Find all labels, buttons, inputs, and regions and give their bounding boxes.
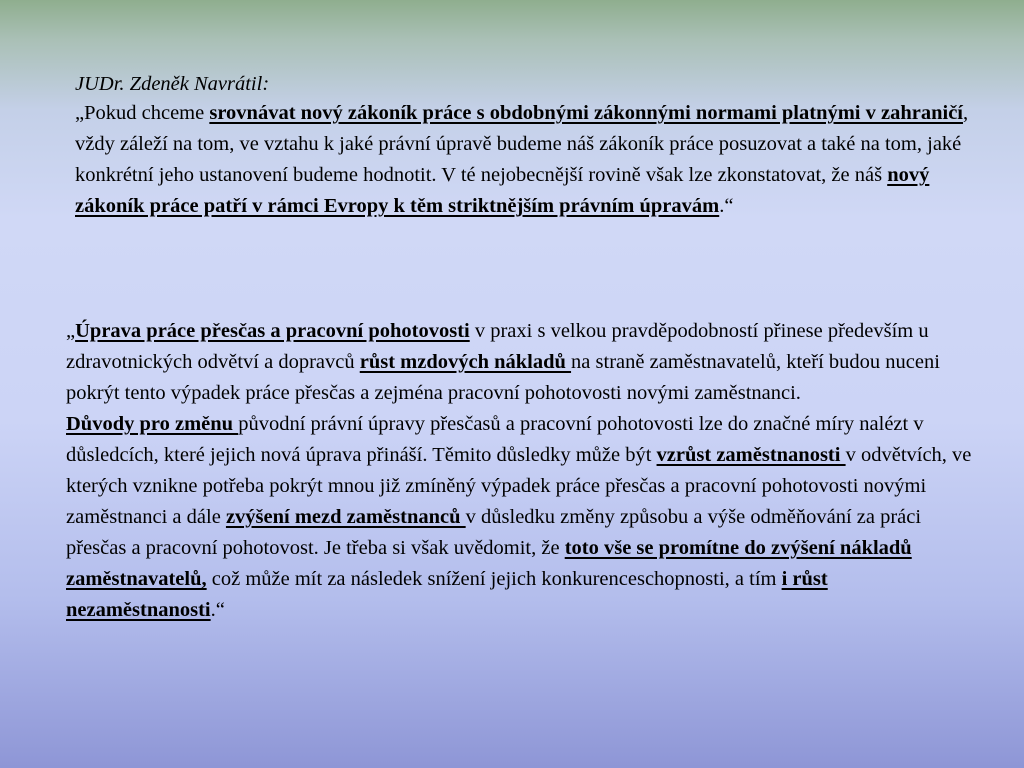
text-run: , vždy záleží na tom, ve vztahu k jaké právní úpravě budeme náš zákoník práce posuzovat a také na tom, jaké konkrétní jeho ustanovení budeme hodnotit. V té nejobecnější rovině však lze zkonstatovat, že náš xyxy=(75,102,969,186)
text-run: v praxi s velkou pravděpodobností přinese především u zdravotnických odvětví a dopravců xyxy=(66,320,929,373)
quote-navratil-text xyxy=(75,98,980,222)
text-run: v důsledku změny způsobu a výše odměňování za práci přesčas a pracovní pohotovost. Je třeba si však uvědomit, že xyxy=(66,506,922,559)
emphasized-phrase: zvýšení mezd zaměstnanců xyxy=(225,506,466,528)
text-run: „ xyxy=(66,320,76,342)
quote-overtime-text xyxy=(66,316,981,626)
text-run: .“ xyxy=(719,195,734,217)
text-run: původní právní úpravy přesčasů a pracovní pohotovosti lze do značné míry nalézt v důsledcích, které jejich nová úprava přináší. Těmito důsledky může být xyxy=(66,413,924,466)
text-run: v odvětvích, ve kterých vznikne potřeba pokrýt mnou již zmíněný výpadek práce přesčas a pracovní pohotovosti novými zaměstnanci a dále xyxy=(66,444,972,528)
emphasized-phrase: růst mzdových nákladů xyxy=(359,351,572,373)
quote-navratil xyxy=(75,70,980,222)
emphasized-phrase: vzrůst zaměstnanosti xyxy=(656,444,846,466)
emphasized-phrase: srovnávat nový zákoník práce s obdobnými zákonnými normami platnými v zahraničí xyxy=(209,102,963,124)
emphasized-phrase: nový zákoník práce patří v rámci Evropy k těm striktnějším právním úpravám xyxy=(75,164,930,217)
emphasized-phrase: Úprava práce přesčas a pracovní pohotovosti xyxy=(75,320,470,342)
text-run: .“ xyxy=(210,599,225,621)
quote-overtime-regulation xyxy=(66,316,981,626)
text-run: „Pokud chceme xyxy=(75,102,210,124)
text-run: na straně zaměstnavatelů, kteří budou nuceni pokrýt tento výpadek práce přesčas a zejména pracovní pohotovosti novými zaměstnanci. xyxy=(66,351,940,404)
emphasized-phrase: toto vše se promítne do zvýšení nákladů zaměstnavatelů, xyxy=(66,537,912,590)
quote-author: JUDr. Zdeněk Navrátil: xyxy=(75,73,270,95)
emphasized-phrase: i růst nezaměstnanosti xyxy=(66,568,828,621)
emphasized-phrase: Důvody pro změnu xyxy=(66,413,239,435)
text-run: což může mít za následek snížení jejich konkurenceschopnosti, a tím xyxy=(206,568,782,590)
